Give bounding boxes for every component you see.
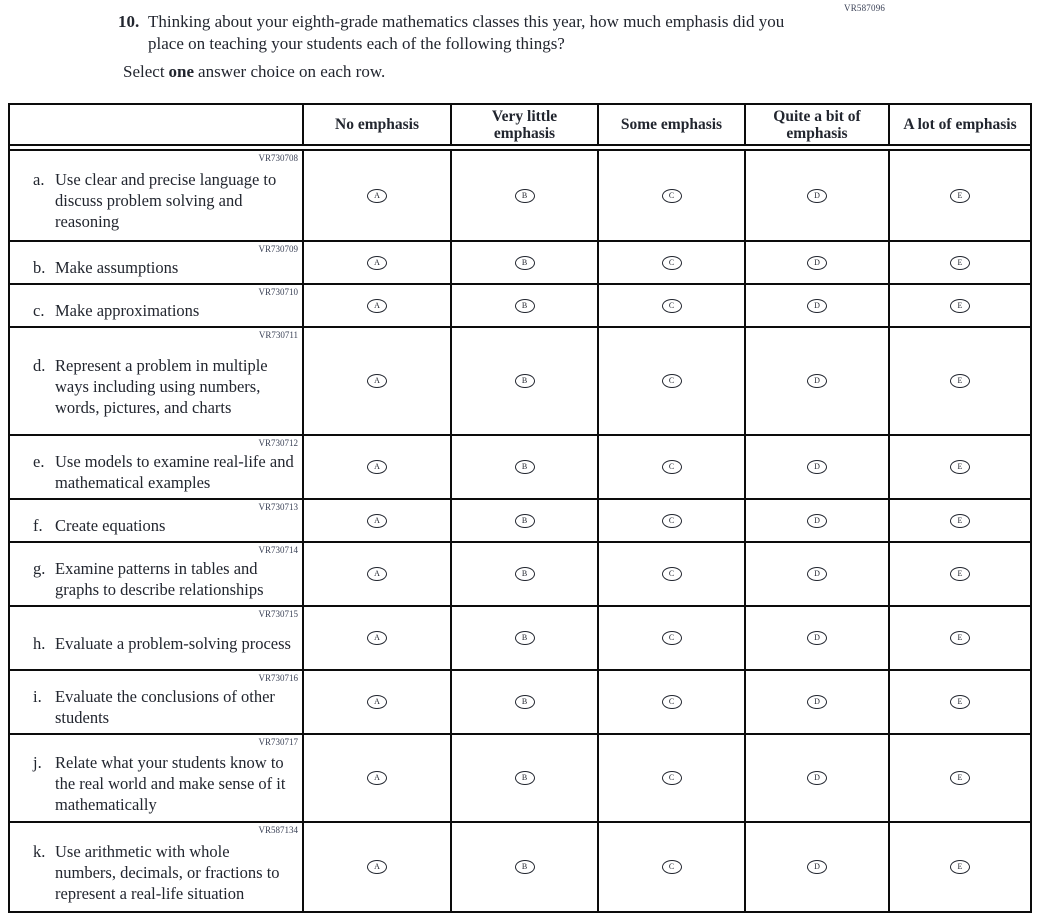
option-bubble-d[interactable]: D xyxy=(807,631,827,645)
option-bubble-c[interactable]: C xyxy=(662,771,682,785)
option-bubble-d[interactable]: D xyxy=(807,299,827,313)
row-stem-cell xyxy=(10,607,304,669)
option-bubble-d[interactable]: D xyxy=(807,771,827,785)
answer-cell-e xyxy=(890,823,1030,911)
row-text: Relate what your students know to the real world and make sense of it mathematically xyxy=(55,752,286,814)
answer-cell-b xyxy=(452,285,599,326)
question-block xyxy=(118,11,796,55)
option-bubble-b[interactable]: B xyxy=(515,771,535,785)
answer-cell-e xyxy=(890,671,1030,733)
option-bubble-b[interactable]: B xyxy=(515,374,535,388)
option-bubble-b[interactable]: B xyxy=(515,189,535,203)
answer-cell-e xyxy=(890,735,1030,821)
answer-cell-c xyxy=(599,607,746,669)
answer-cell-e xyxy=(890,151,1030,240)
row-stem-cell xyxy=(10,671,304,733)
option-bubble-c[interactable]: C xyxy=(662,860,682,874)
answer-cell-a xyxy=(304,735,452,821)
option-bubble-c[interactable]: C xyxy=(662,514,682,528)
answer-cell-b xyxy=(452,543,599,605)
answer-cell-b xyxy=(452,500,599,541)
option-bubble-a[interactable]: A xyxy=(367,771,387,785)
row-stem-cell xyxy=(10,151,304,240)
answer-cell-b xyxy=(452,671,599,733)
table-row-k xyxy=(10,821,1030,911)
answer-cell-d xyxy=(746,735,890,821)
answer-cell-d xyxy=(746,607,890,669)
row-stem-cell xyxy=(10,823,304,911)
row-letter: g. xyxy=(33,559,46,578)
question-text: Thinking about your eighth-grade mathematics classes this year, how much emphasis did you place on teaching your students each of the following things? xyxy=(148,12,785,53)
answer-cell-b xyxy=(452,823,599,911)
option-bubble-c[interactable]: C xyxy=(662,189,682,203)
table-row-i xyxy=(10,669,1030,733)
option-bubble-e[interactable]: E xyxy=(950,514,970,528)
option-bubble-a[interactable]: A xyxy=(367,514,387,528)
answer-cell-a xyxy=(304,436,452,498)
answer-cell-a xyxy=(304,151,452,240)
row-code: VR730708 xyxy=(258,153,298,163)
option-bubble-c[interactable]: C xyxy=(662,631,682,645)
row-letter: j. xyxy=(33,752,42,772)
row-label xyxy=(33,686,294,728)
answer-cell-e xyxy=(890,285,1030,326)
option-bubble-c[interactable]: C xyxy=(662,299,682,313)
answer-cell-d xyxy=(746,671,890,733)
answer-cell-a xyxy=(304,543,452,605)
answer-cell-b xyxy=(452,242,599,283)
row-label xyxy=(33,515,166,536)
option-bubble-a[interactable]: A xyxy=(367,460,387,474)
answer-cell-c xyxy=(599,285,746,326)
option-bubble-d[interactable]: D xyxy=(807,695,827,709)
option-bubble-c[interactable]: C xyxy=(662,460,682,474)
row-label xyxy=(33,841,294,904)
answer-cell-d xyxy=(746,543,890,605)
row-code: VR730714 xyxy=(258,545,298,555)
row-label xyxy=(33,558,294,600)
row-text: Make assumptions xyxy=(55,258,179,277)
row-code: VR730713 xyxy=(258,502,298,512)
answer-cell-b xyxy=(452,151,599,240)
option-bubble-e[interactable]: E xyxy=(950,189,970,203)
answer-cell-c xyxy=(599,151,746,240)
answer-cell-d xyxy=(746,823,890,911)
option-bubble-e[interactable]: E xyxy=(950,299,970,313)
answer-cell-c xyxy=(599,543,746,605)
answer-cell-d xyxy=(746,500,890,541)
answer-cell-e xyxy=(890,436,1030,498)
row-text: Make approximations xyxy=(55,301,200,320)
answer-cell-e xyxy=(890,543,1030,605)
option-bubble-e[interactable]: E xyxy=(950,460,970,474)
option-bubble-d[interactable]: D xyxy=(807,189,827,203)
answer-cell-e xyxy=(890,328,1030,434)
row-text: Use models to examine real-life and mathematical examples xyxy=(55,452,294,492)
table-row-a xyxy=(10,151,1030,240)
option-bubble-e[interactable]: E xyxy=(950,374,970,388)
answer-cell-c xyxy=(599,671,746,733)
option-bubble-d[interactable]: D xyxy=(807,567,827,581)
option-bubble-c[interactable]: C xyxy=(662,567,682,581)
option-bubble-c[interactable]: C xyxy=(662,256,682,270)
option-bubble-e[interactable]: E xyxy=(950,695,970,709)
instruction-bold-word: one xyxy=(168,62,195,81)
option-bubble-d[interactable]: D xyxy=(807,374,827,388)
answer-cell-b xyxy=(452,607,599,669)
table-row-b xyxy=(10,240,1030,283)
row-code: VR730711 xyxy=(258,330,298,340)
row-stem-cell xyxy=(10,543,304,605)
answer-cell-a xyxy=(304,500,452,541)
form-code: VR587096 xyxy=(844,3,886,13)
answer-cell-d xyxy=(746,151,890,240)
row-label xyxy=(33,300,200,321)
row-stem-cell xyxy=(10,735,304,821)
column-header-very-little-emphasis: Very little emphasis xyxy=(452,105,599,144)
row-code: VR730712 xyxy=(258,438,298,448)
row-stem-cell xyxy=(10,285,304,326)
option-bubble-a[interactable]: A xyxy=(367,695,387,709)
option-bubble-b[interactable]: B xyxy=(515,567,535,581)
row-label xyxy=(33,257,179,278)
option-bubble-c[interactable]: C xyxy=(662,374,682,388)
column-header-quite-a-bit-of-emphasis: Quite a bit of emphasis xyxy=(746,105,890,144)
row-letter: k. xyxy=(33,841,46,861)
row-code: VR730709 xyxy=(258,244,298,254)
answer-cell-a xyxy=(304,285,452,326)
option-bubble-d[interactable]: D xyxy=(807,514,827,528)
column-header-no-emphasis: No emphasis xyxy=(304,105,452,144)
option-bubble-c[interactable]: C xyxy=(662,695,682,709)
option-bubble-a[interactable]: A xyxy=(367,631,387,645)
table-row-j xyxy=(10,733,1030,821)
answer-cell-a xyxy=(304,607,452,669)
option-bubble-b[interactable]: B xyxy=(515,631,535,645)
answer-cell-c xyxy=(599,242,746,283)
option-bubble-a[interactable]: A xyxy=(367,567,387,581)
instruction-prefix: Select xyxy=(123,62,165,81)
row-label xyxy=(33,633,291,654)
row-stem-cell xyxy=(10,328,304,434)
option-bubble-b[interactable]: B xyxy=(515,460,535,474)
answer-cell-a xyxy=(304,823,452,911)
instruction-suffix: answer choice on each row. xyxy=(198,62,386,81)
column-header-some-emphasis: Some emphasis xyxy=(599,105,746,144)
option-bubble-b[interactable]: B xyxy=(515,299,535,313)
answer-cell-e xyxy=(890,242,1030,283)
table-header-row xyxy=(10,105,1030,151)
option-bubble-b[interactable]: B xyxy=(515,256,535,270)
table-row-d xyxy=(10,326,1030,434)
option-bubble-a[interactable]: A xyxy=(367,256,387,270)
row-label xyxy=(33,169,294,232)
answer-cell-c xyxy=(599,735,746,821)
row-text: Create equations xyxy=(55,516,166,535)
option-bubble-e[interactable]: E xyxy=(950,771,970,785)
answer-cell-c xyxy=(599,436,746,498)
table-row-e xyxy=(10,434,1030,498)
option-bubble-d[interactable]: D xyxy=(807,860,827,874)
answer-cell-a xyxy=(304,671,452,733)
option-bubble-a[interactable]: A xyxy=(367,189,387,203)
answer-cell-d xyxy=(746,242,890,283)
table-corner-cell xyxy=(10,105,304,144)
row-label xyxy=(33,451,294,493)
option-bubble-e[interactable]: E xyxy=(950,567,970,581)
row-code: VR730717 xyxy=(258,737,298,747)
row-letter: e. xyxy=(33,452,45,471)
answer-cell-a xyxy=(304,328,452,434)
answer-cell-e xyxy=(890,607,1030,669)
option-bubble-a[interactable]: A xyxy=(367,374,387,388)
table-row-f xyxy=(10,498,1030,541)
row-code: VR587134 xyxy=(258,825,298,835)
option-bubble-e[interactable]: E xyxy=(950,631,970,645)
row-text: Evaluate a problem-solving process xyxy=(55,633,291,653)
row-stem-cell xyxy=(10,242,304,283)
row-code: VR730716 xyxy=(258,673,298,683)
option-bubble-d[interactable]: D xyxy=(807,256,827,270)
row-stem-cell xyxy=(10,436,304,498)
option-bubble-e[interactable]: E xyxy=(950,256,970,270)
answer-cell-b xyxy=(452,328,599,434)
answer-cell-c xyxy=(599,823,746,911)
answer-cell-b xyxy=(452,735,599,821)
row-stem-cell xyxy=(10,500,304,541)
row-code: VR730715 xyxy=(258,609,298,619)
emphasis-table xyxy=(8,103,1032,913)
row-label xyxy=(33,752,294,815)
row-text: Represent a problem in multiple ways including using numbers, words, pictures, and charts xyxy=(55,355,268,417)
table-row-h xyxy=(10,605,1030,669)
row-letter: d. xyxy=(33,355,46,375)
row-text: Use arithmetic with whole numbers, decimals, or fractions to represent a real-life situation xyxy=(55,841,280,903)
answer-cell-a xyxy=(304,242,452,283)
answer-cell-c xyxy=(599,328,746,434)
answer-cell-e xyxy=(890,500,1030,541)
row-letter: c. xyxy=(33,301,45,320)
option-bubble-b[interactable]: B xyxy=(515,860,535,874)
instruction-text xyxy=(123,61,385,83)
column-header-a-lot-of-emphasis: A lot of emphasis xyxy=(903,116,1017,133)
row-letter: i. xyxy=(33,687,42,706)
answer-cell-d xyxy=(746,285,890,326)
row-letter: b. xyxy=(33,258,46,277)
table-row-g xyxy=(10,541,1030,605)
answer-cell-b xyxy=(452,436,599,498)
table-row-c xyxy=(10,283,1030,326)
row-label xyxy=(33,355,294,418)
row-letter: a. xyxy=(33,170,45,189)
row-text: Examine patterns in tables and graphs to describe relationships xyxy=(55,559,264,599)
row-text: Use clear and precise language to discuss problem solving and reasoning xyxy=(55,170,277,231)
option-bubble-a[interactable]: A xyxy=(367,299,387,313)
row-letter: f. xyxy=(33,516,43,535)
row-code: VR730710 xyxy=(258,287,298,297)
answer-cell-c xyxy=(599,500,746,541)
option-bubble-b[interactable]: B xyxy=(515,695,535,709)
option-bubble-b[interactable]: B xyxy=(515,514,535,528)
row-text: Evaluate the conclusions of other students xyxy=(55,687,275,727)
answer-cell-d xyxy=(746,436,890,498)
option-bubble-a[interactable]: A xyxy=(367,860,387,874)
question-number: 10. xyxy=(118,12,140,31)
row-letter: h. xyxy=(33,633,46,653)
option-bubble-e[interactable]: E xyxy=(950,860,970,874)
answer-cell-d xyxy=(746,328,890,434)
option-bubble-d[interactable]: D xyxy=(807,460,827,474)
